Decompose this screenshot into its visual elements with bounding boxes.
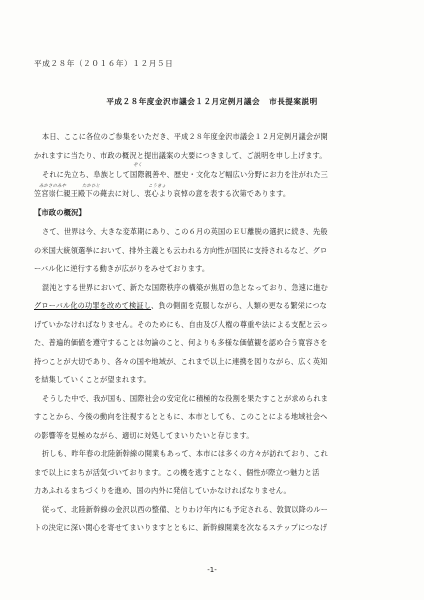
handwritten-note: たかひと — [82, 184, 100, 189]
intro-paragraph — [34, 128, 396, 165]
page-number: -1- — [207, 566, 217, 574]
text-line: まで以上にまちが活気づいております。この機を逃すことなく、個性が際立つ魅力と活 — [34, 467, 320, 477]
condolence-paragraph — [34, 166, 396, 203]
text-line: それに先立ち、阜族として国際親善や、歴史・文化など幅広い分野にお力を注がれた三 — [42, 170, 329, 179]
text-line: た、普遍的価値を遵守することは勿論のこと、何よりも多様な価値観を認め合う寛容さを — [34, 338, 328, 347]
line-remainder: 、負の側面を克服しながら、人類の更なる繁栄につな — [151, 301, 328, 310]
section-heading: 【市政の概況】 — [34, 208, 86, 217]
text-line: の米国大統領選挙において、排外主義とも云われる方向性が国民に支持されるなど、グロ — [34, 245, 328, 255]
text-line-underlined — [34, 297, 396, 316]
title-session: 平成２８年度金沢市議会１２月定例月議会 — [106, 97, 261, 106]
text-line: げていかなければなりません。そのためにも、自由及び人権の尊重や法による支配と云っ — [34, 319, 328, 329]
text-line: 笠宮崇仁親王殿下の薨去に対し、衷心より哀悼の意を表する次第であります。 — [34, 188, 291, 198]
text-line: 従って、北陸新幹線の金沢以西の整備、とりわけ年内にも予定される、敦賀以降のルー — [42, 504, 329, 514]
text-line: かれますに当たり、市政の概況と提出議案の大要につきまして、ご説明を申し上げます。 — [34, 150, 327, 160]
text-line: 折しも、昨年春の北陸新幹線の開業もあって、本市には多くの方々が訪れており、これ — [42, 449, 328, 458]
text-line: 力あふれるまちづくりを進め、国の内外に発信していかなければなりません。 — [34, 486, 291, 495]
text-line: すことから、今後の動向を注視するとともに、本市としても、このことによる地域社会へ — [34, 412, 328, 421]
handwritten-note: ぞく — [133, 163, 142, 168]
text-line: トの決定に深い関心を寄せてまいりますとともに、新幹線開業を次なるステップにつなげ — [34, 523, 328, 532]
document-date: 平成２８年（２０１６年）１２月５日 — [34, 59, 174, 68]
text-line: 混沌とする世界において、新たな国際秩序の構築が焦眉の急となっており、急速に進む — [42, 282, 329, 292]
title-subject: 市長提案説明 — [269, 97, 318, 106]
handwritten-note: みかさのみや — [39, 184, 66, 189]
text-line: の影響等を見極めながら、適切に対処してまいりたいと存じます。 — [34, 430, 254, 440]
handwritten-note: こうきょ — [148, 184, 166, 189]
text-line: ーバル化に逆行する動きが広がりをみせております。 — [34, 264, 210, 273]
text-line: 本日、ここに各位のご参集をいただき、平成２８年度金沢市議会１２月定例月議会が開 — [42, 132, 328, 141]
document-title — [0, 96, 424, 107]
section-body — [34, 223, 396, 538]
underlined-phrase: グローバル化の功罪を改めて検証し — [34, 301, 152, 310]
text-line: さて、世界は今、大きな変革期にあり、この６月の英国のＥＵ離脱の選択に続き、先般 — [42, 227, 328, 236]
text-line: そうした中で、我が国も、国際社会の安定化に積極的な役割を果たすことが求められま — [42, 393, 329, 403]
text-line: 持つことが大切であり、各々の国や地域が、これまで以上に連携を図りながら、広く英知 — [34, 356, 328, 366]
text-line: を結集していくことが望まれます。 — [34, 375, 151, 384]
